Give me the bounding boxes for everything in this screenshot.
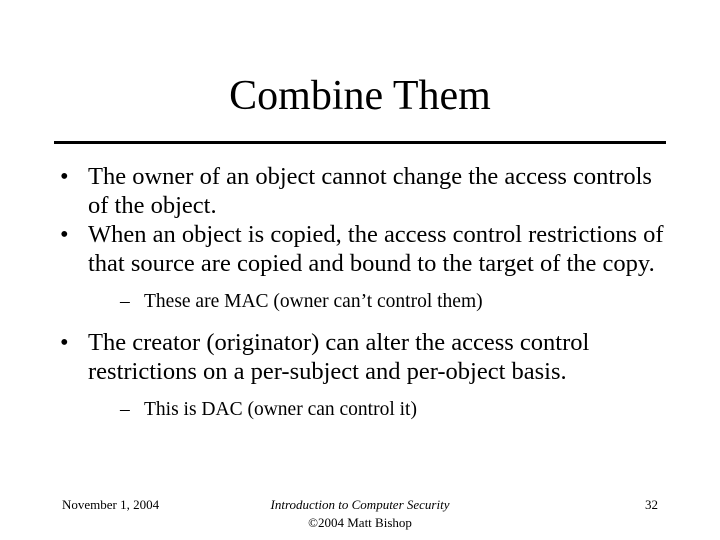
bullet-text: The owner of an object cannot change the access controls of the object.: [88, 163, 652, 219]
sub-bullet-mark: –: [120, 291, 130, 312]
bullet-item: [56, 328, 676, 386]
slide-title: Combine Them: [229, 73, 491, 119]
page-number: 32: [645, 497, 658, 512]
bullet-item: [56, 220, 676, 278]
sub-bullet-item: [56, 290, 676, 314]
bullet-text: When an object is copied, the access control restrictions of that source are copied and bound to the target of the copy.: [88, 221, 664, 277]
bullet-mark: •: [60, 163, 69, 190]
bullet-mark: •: [60, 329, 69, 356]
sub-bullet-mark: –: [120, 399, 130, 420]
footer-center: [210, 496, 510, 532]
bullet-mark: •: [60, 221, 69, 248]
bullet-item: [56, 162, 676, 220]
bullet-text: The creator (originator) can alter the access control restrictions on a per-subject and per-object basis.: [88, 329, 590, 385]
footer-course-title: Introduction to Computer Security: [270, 497, 450, 512]
footer-date: November 1, 2004: [62, 497, 160, 512]
slide-body: [56, 160, 676, 422]
sub-bullet-text: These are MAC (owner can’t control them): [144, 291, 483, 312]
sub-bullet-text: This is DAC (owner can control it): [144, 399, 417, 420]
title-divider: [54, 141, 666, 144]
footer-copyright: ©2004 Matt Bishop: [308, 515, 412, 530]
sub-bullet-item: [56, 398, 676, 422]
